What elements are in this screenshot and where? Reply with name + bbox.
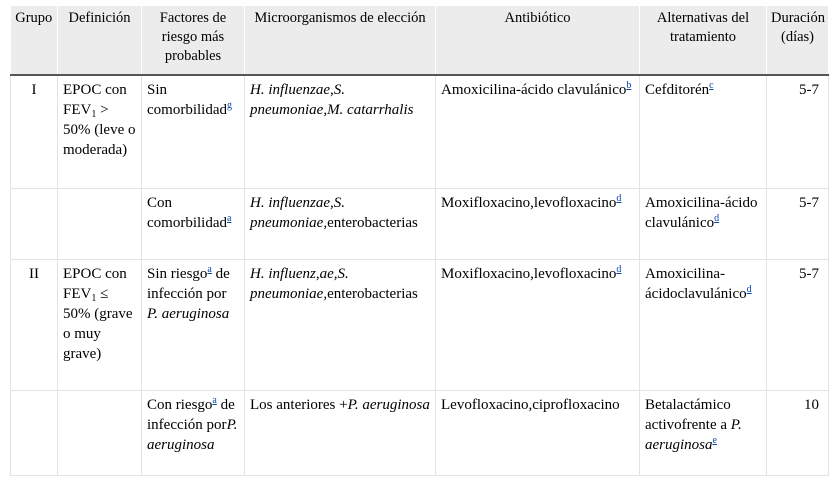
footnote-link[interactable]: d xyxy=(746,283,752,295)
cell-microorganismos: Los anteriores +P. aeruginosa xyxy=(245,390,436,475)
footnote-link[interactable]: a xyxy=(207,263,212,275)
table-row xyxy=(11,75,829,188)
header-duracion: Duración (días) xyxy=(767,6,829,75)
header-alternativas: Alternativas del tratamiento xyxy=(640,6,767,75)
footnote-link[interactable]: e xyxy=(712,434,717,446)
cell-grupo: I xyxy=(11,75,58,188)
footnote-link[interactable]: d xyxy=(616,192,622,204)
cell-microorganismos: H. influenzae,S. pneumoniae,M. catarrhalis xyxy=(245,75,436,188)
cell-duracion: 10 xyxy=(767,390,829,475)
cell-alternativas: Amoxicilina-ácido clavulánico$^d$ xyxy=(640,188,767,259)
cell-factores: Sin riesgo$^a$ de infección por P. aeruginosa xyxy=(142,259,245,390)
cell-grupo xyxy=(11,188,58,259)
footnote-link[interactable]: a xyxy=(226,212,232,224)
cell-antibiotico: Moxifloxacino,levofloxacino$^d$ xyxy=(436,188,640,259)
cell-alternativas: Betalactámico activofrente a P. aeruginosa$^e$ xyxy=(640,390,767,475)
header-grupo: Grupo xyxy=(11,6,58,75)
cell-definicion xyxy=(58,188,142,259)
header-definicion: Definición xyxy=(58,6,142,75)
cell-antibiotico: Moxifloxacino,levofloxacino$^d$ xyxy=(436,259,640,390)
cell-microorganismos: H. influenzae,S. pneumoniae,enterobacterias xyxy=(245,188,436,259)
cell-microorganismos: H. influenz,ae,S. pneumoniae,enterobacterias xyxy=(245,259,436,390)
cell-duracion: 5-7 xyxy=(767,75,829,188)
treatment-table-container xyxy=(10,6,828,476)
cell-factores: Con riesgo$^a$ de infección porP. aeruginosa xyxy=(142,390,245,475)
cell-definicion: EPOC con $FEV_1 \le 50\%$ (grave o muy grave) xyxy=(58,259,142,390)
cell-antibiotico: Amoxicilina-ácido clavulánico$^b$ xyxy=(436,75,640,188)
cell-factores: Sin comorbilidad$^g$ xyxy=(142,75,245,188)
cell-duracion: 5-7 xyxy=(767,188,829,259)
cell-antibiotico: Levofloxacino,ciprofloxacino xyxy=(436,390,640,475)
cell-grupo xyxy=(11,390,58,475)
cell-grupo: II xyxy=(11,259,58,390)
header-row xyxy=(11,6,829,75)
footnote-link[interactable]: b xyxy=(626,80,632,91)
header-microorganismos: Microorganismos de elección xyxy=(245,6,436,75)
header-factores: Factores de riesgo más probables xyxy=(142,6,245,75)
footnote-link[interactable]: c xyxy=(709,80,714,91)
cell-alternativas: Cefditorén$^c$ xyxy=(640,75,767,188)
table-row xyxy=(11,390,829,475)
cell-definicion: EPOC con $FEV_1 > 50\%$ (leve o moderada) xyxy=(58,75,142,188)
cell-duracion: 5-7 xyxy=(767,259,829,390)
cell-alternativas: Amoxicilina-ácidoclavulánico$^d$ xyxy=(640,259,767,390)
footnote-link[interactable]: g xyxy=(226,100,232,111)
header-antibiotico: Antibiótico xyxy=(436,6,640,75)
footnote-link[interactable]: d xyxy=(714,212,720,224)
table-row xyxy=(11,259,829,390)
table-row xyxy=(11,188,829,259)
antibiotic-treatment-table xyxy=(10,6,829,476)
footnote-link[interactable]: d xyxy=(616,263,622,275)
cell-factores: Con comorbilidad$^a$ xyxy=(142,188,245,259)
cell-definicion xyxy=(58,390,142,475)
footnote-link[interactable]: a xyxy=(212,394,217,406)
